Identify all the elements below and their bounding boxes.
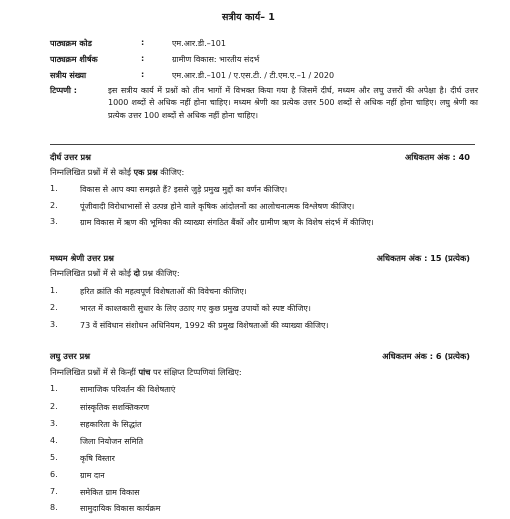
question-text: जिला नियोजन समिति — [80, 437, 144, 446]
question-text: ग्राम दान — [80, 471, 105, 480]
section-heading-long: दीर्घ उत्तर प्रश्न — [50, 152, 91, 162]
note-label: टिप्पणी : — [50, 86, 77, 95]
question-number: 3. — [50, 217, 58, 226]
divider — [50, 144, 475, 145]
question-number: 5. — [50, 453, 58, 462]
question-number: 3. — [50, 419, 58, 428]
course-title-label: पाठ्यक्रम शीर्षक — [50, 55, 98, 64]
colon: : — [141, 38, 145, 47]
section-instruction: निम्नलिखित प्रश्नों में से कोई एक प्रश्न कीजिए: — [50, 167, 185, 177]
question-text: सांस्कृतिक सशक्तिकरण — [80, 403, 150, 412]
note-text: इस सत्रीय कार्य में प्रश्नों को तीन भागों में विभक्त किया गया है जिसमें दीर्घ, मध्यम और लघु उत्तरों की अपेक्षा है। दीर्घ उत्तर 1000 शब्दों से अधिक नहीं होना चाहिए। मध्यम श्रेणी का प्रत्येक उत्तर 500 शब्दों से अधिक नहीं होना चाहिए। लघु श्रेणी का प्रत्येक उत्तर 100 शब्दों से अधिक नहीं होना चाहिए। — [108, 86, 478, 120]
question-number: 1. — [50, 184, 58, 193]
question-text: विकास से आप क्या समझते हैं? इससे जुड़े प्रमुख मुद्दों का वर्णन कीजिए। — [80, 185, 288, 194]
question-number: 7. — [50, 487, 58, 496]
question-text: सहकारिता के सिद्धांत — [80, 420, 142, 429]
question-text: 73 वें संविधान संशोधन अधिनियम, 1992 की प्रमुख विशेषताओं की व्याख्या कीजिए। — [80, 321, 329, 330]
question-number: 2. — [50, 201, 58, 210]
course-title-value: ग्रामीण विकास: भारतीय संदर्भ — [172, 55, 260, 64]
question-number: 1. — [50, 286, 58, 295]
question-number: 6. — [50, 470, 58, 479]
question-text: सामुदायिक विकास कार्यक्रम — [80, 504, 161, 513]
question-number: 1. — [50, 384, 58, 393]
question-number: 2. — [50, 303, 58, 312]
question-text: हरित क्रांति की महत्वपूर्ण विशेषताओं की विवेचना कीजिए। — [80, 287, 247, 296]
assignment-number-value: एम.आर.डी.–101 / ए.एस.टी. / टी.एम.ए.–1 / 2020 — [172, 71, 335, 80]
section-marks-medium: अधिकतम अंक : 15 (प्रत्येक) — [376, 253, 470, 263]
question-text: पूंजीवादी विरोधाभासों से उत्पन्न होने वाले कृषिक आंदोलनों का आलोचनात्मक विश्लेषण कीजिए। — [80, 202, 355, 211]
question-text: समेकित ग्राम विकास — [80, 488, 140, 497]
section-heading-medium: मध्यम श्रेणी उत्तर प्रश्न — [50, 253, 114, 263]
colon: : — [141, 54, 145, 63]
page-title: सत्रीय कार्य– 1 — [222, 12, 275, 23]
assignment-number-label: सत्रीय संख्या — [50, 71, 87, 80]
colon: : — [141, 70, 145, 79]
section-instruction: निम्नलिखित प्रश्नों में से किन्हीं पांच पर संक्षिप्त टिप्पणियां लिखिए: — [50, 367, 242, 377]
question-text: कृषि विस्तार — [80, 454, 115, 463]
question-number: 2. — [50, 402, 58, 411]
question-text: ग्राम विकास में ऋण की भूमिका की व्याख्या संगठित बैंकों और ग्रामीण ऋण के विशेष संदर्भ में कीजिए। — [80, 218, 374, 227]
section-heading-short: लघु उत्तर प्रश्न — [50, 351, 91, 361]
question-text: भारत में काश्तकारी सुधार के लिए उठाए गए कुछ प्रमुख उपायों को स्पष्ट कीजिए। — [80, 304, 311, 313]
question-number: 8. — [50, 503, 58, 512]
question-number: 4. — [50, 436, 58, 445]
section-marks-short: अधिकतम अंक : 6 (प्रत्येक) — [382, 351, 470, 361]
course-code-label: पाठ्यक्रम कोड — [50, 39, 92, 48]
section-marks-long: अधिकतम अंक : 40 — [404, 152, 470, 162]
question-text: सामाजिक परिवर्तन की विशेषताएं — [80, 385, 176, 394]
course-code-value: एम.आर.डी.–101 — [172, 39, 226, 48]
question-number: 3. — [50, 320, 58, 329]
section-instruction: निम्नलिखित प्रश्नों में से कोई दो प्रश्न कीजिए: — [50, 268, 180, 278]
